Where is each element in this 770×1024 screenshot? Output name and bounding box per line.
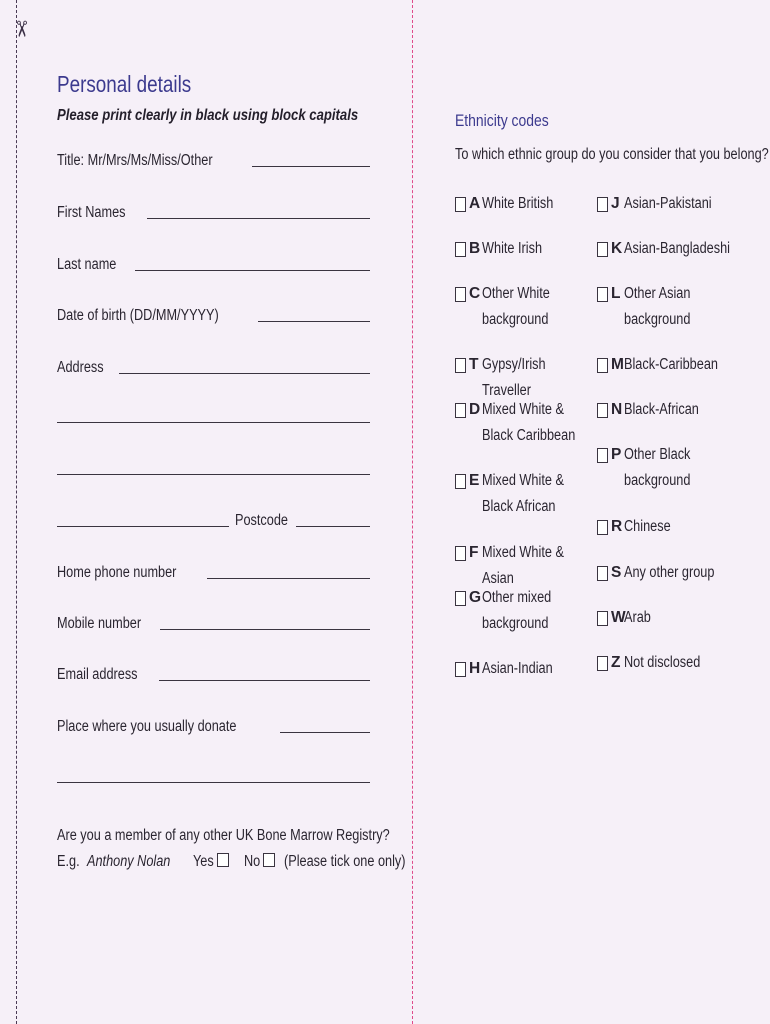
donate-place-field-2[interactable] [57, 764, 370, 786]
mobile-field[interactable] [57, 611, 370, 633]
postcode-field[interactable] [57, 508, 370, 530]
ethnicity-letter: E [469, 472, 480, 489]
ethnicity-checkbox[interactable] [455, 662, 466, 677]
ethnicity-letter: C [469, 285, 481, 302]
ethnicity-option-r[interactable] [597, 514, 734, 540]
ethnicity-option-w[interactable] [597, 605, 734, 631]
ethnicity-letter: A [469, 195, 481, 212]
ethnicity-option-d[interactable] [455, 397, 592, 449]
postcode-line[interactable] [296, 526, 370, 527]
ethnicity-option-h[interactable] [455, 656, 592, 682]
ethnicity-letter: W [611, 609, 626, 626]
last-name-label: Last name [57, 256, 117, 273]
ethnicity-label: Other White background [482, 285, 550, 328]
cut-line [16, 0, 17, 1024]
ethnicity-label: Other Black background [624, 446, 691, 489]
ethnicity-letter: F [469, 544, 479, 561]
address-line-1[interactable] [119, 373, 370, 374]
yes-checkbox[interactable] [217, 853, 229, 867]
ethnicity-letter: D [469, 401, 481, 418]
dob-line[interactable] [258, 321, 370, 322]
last-name-line[interactable] [135, 270, 370, 271]
first-names-label: First Names [57, 204, 126, 221]
mobile-label: Mobile number [57, 615, 142, 632]
ethnicity-option-p[interactable] [597, 442, 734, 494]
registry-question-text: Are you a member of any other UK Bone Marrow Registry? [57, 827, 390, 844]
ethnicity-label: Other Asian background [624, 285, 691, 328]
ethnicity-option-e[interactable] [455, 468, 592, 520]
ethnicity-label: Asian-Indian [482, 660, 553, 677]
ethnicity-label: Arab [624, 609, 651, 626]
address-label: Address [57, 359, 104, 376]
ethnicity-letter: T [469, 356, 479, 373]
ethnicity-letter: J [611, 195, 620, 212]
ethnicity-letter: N [611, 401, 623, 418]
ethnicity-letter: G [469, 589, 482, 606]
ethnicity-option-s[interactable] [597, 560, 734, 586]
instructions: Please print clearly in black using block capitals [57, 107, 359, 124]
donate-place-line[interactable] [280, 732, 370, 733]
ethnicity-checkbox[interactable] [455, 591, 466, 606]
ethnicity-label: Not disclosed [624, 654, 701, 671]
ethnicity-label: Mixed White & Black African [482, 472, 564, 515]
ethnicity-label: Mixed White & Black Caribbean [482, 401, 576, 444]
email-line[interactable] [159, 680, 370, 681]
ethnicity-option-n[interactable] [597, 397, 734, 423]
ethnicity-label: Asian-Bangladeshi [624, 240, 730, 257]
ethnicity-label: Mixed White & Asian [482, 544, 564, 587]
ethnicity-checkbox[interactable] [597, 403, 608, 418]
ethnicity-option-g[interactable] [455, 585, 592, 637]
ethnicity-option-c[interactable] [455, 281, 592, 333]
ethnicity-title: Ethnicity codes [455, 111, 549, 130]
ethnicity-checkbox[interactable] [597, 611, 608, 626]
first-names-line[interactable] [147, 218, 370, 219]
ethnicity-checkbox[interactable] [597, 197, 608, 212]
registry-question [57, 823, 463, 875]
address-field-2[interactable] [57, 404, 370, 426]
ethnicity-checkbox[interactable] [455, 403, 466, 418]
email-field[interactable] [57, 662, 370, 684]
ethnicity-letter: S [611, 564, 622, 581]
mobile-line[interactable] [160, 629, 370, 630]
ethnicity-label: Chinese [624, 518, 671, 535]
tick-note: (Please tick one only) [283, 853, 406, 870]
ethnicity-option-m[interactable] [597, 352, 734, 378]
ethnicity-checkbox[interactable] [597, 520, 608, 535]
ethnicity-option-a[interactable] [455, 191, 592, 217]
ethnicity-letter: P [611, 446, 622, 463]
email-label: Email address [57, 666, 138, 683]
address-line-3[interactable] [57, 474, 370, 475]
ethnicity-label: Black-African [624, 401, 699, 418]
ethnicity-checkbox[interactable] [597, 242, 608, 257]
address-field[interactable] [57, 355, 370, 377]
ethnicity-checkbox[interactable] [597, 287, 608, 302]
address-line-4[interactable] [57, 526, 229, 527]
ethnicity-option-j[interactable] [597, 191, 734, 217]
title-label: Title: Mr/Mrs/Ms/Miss/Other [57, 152, 213, 169]
ethnicity-checkbox[interactable] [455, 242, 466, 257]
ethnicity-checkbox[interactable] [455, 287, 466, 302]
section-heading: Personal details [57, 71, 192, 97]
no-checkbox[interactable] [263, 853, 275, 867]
ethnicity-label: Gypsy/Irish Traveller [482, 356, 546, 399]
yes-label: Yes [192, 853, 214, 870]
postcode-label: Postcode [235, 512, 289, 529]
ethnicity-checkbox[interactable] [597, 448, 608, 463]
ethnicity-label: White British [482, 195, 554, 212]
donate-place-label: Place where you usually donate [57, 718, 237, 735]
home-phone-line[interactable] [207, 578, 370, 579]
address-line-2[interactable] [57, 422, 370, 423]
ethnicity-label: Black-Caribbean [624, 356, 718, 373]
ethnicity-letter: B [469, 240, 481, 257]
ethnicity-letter: M [611, 356, 624, 373]
ethnicity-checkbox[interactable] [597, 358, 608, 373]
ethnicity-checkbox[interactable] [455, 474, 466, 489]
example-registry: Anthony Nolan [86, 853, 171, 870]
ethnicity-question: To which ethnic group do you consider that you belong? [455, 146, 769, 163]
home-phone-field[interactable] [57, 560, 370, 582]
dob-field[interactable] [57, 303, 370, 325]
ethnicity-letter: Z [611, 654, 621, 671]
ethnicity-letter: R [611, 518, 623, 535]
dob-label: Date of birth (DD/MM/YYYY) [57, 307, 219, 324]
ethnicity-label: Other mixed background [482, 589, 552, 632]
ethnicity-checkbox[interactable] [597, 566, 608, 581]
first-names-field[interactable] [57, 200, 370, 222]
title-field[interactable] [57, 148, 370, 170]
ethnicity-letter: L [611, 285, 621, 302]
ethnicity-label: White Irish [482, 240, 543, 257]
donate-place-line-2[interactable] [57, 782, 370, 783]
title-line[interactable] [252, 166, 370, 167]
ethnicity-letter: K [611, 240, 623, 257]
example-prefix: E.g. [57, 853, 80, 870]
ethnicity-label: Asian-Pakistani [624, 195, 712, 212]
ethnicity-label: Any other group [624, 564, 715, 581]
ethnicity-checkbox[interactable] [455, 546, 466, 561]
last-name-field[interactable] [57, 252, 370, 274]
ethnicity-letter: H [469, 660, 481, 677]
ethnicity-option-b[interactable] [455, 236, 592, 262]
ethnicity-checkbox[interactable] [597, 656, 608, 671]
ethnicity-checkbox[interactable] [455, 358, 466, 373]
home-phone-label: Home phone number [57, 564, 177, 581]
no-label: No [243, 853, 260, 870]
ethnicity-option-z[interactable] [597, 650, 734, 676]
ethnicity-option-k[interactable] [597, 236, 734, 262]
ethnicity-checkbox[interactable] [455, 197, 466, 212]
scissors-icon: ✂ [9, 19, 35, 39]
ethnicity-option-l[interactable] [597, 281, 734, 333]
address-field-3[interactable] [57, 456, 370, 478]
donate-place-field[interactable] [57, 714, 370, 736]
